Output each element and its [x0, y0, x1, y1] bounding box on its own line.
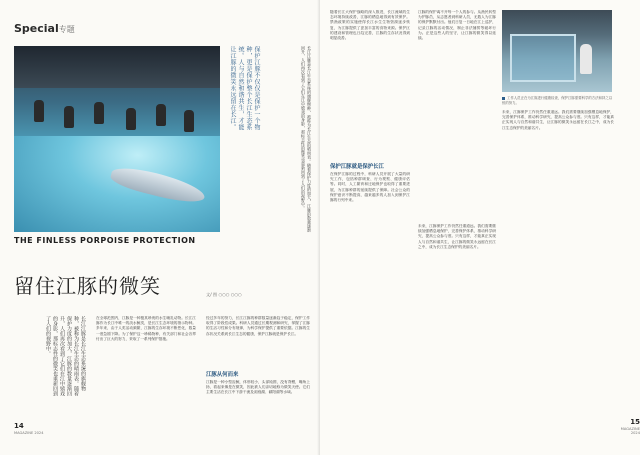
- right-column-3: 未来，江豚保护工作仍然任重道远。我们需要继续加强栖息地保护，完善保护体系，推动科学研究，提高公众参与度。只有这样，才能真正实现人与自然和谐共生，让江豚的微笑永远留在长江之中，成为长江生态保护的美丽名片。: [502, 110, 614, 130]
- pull-quote: 保护江豚不仅仅是保护一个物种，更是保护整个长江生态系统。人与自然和谐共生，才能让江豚的微笑永远留在长江。: [229, 46, 260, 131]
- photo-wall: [14, 46, 220, 88]
- photo-person: [94, 102, 104, 124]
- right-page-magazine: MAGAZINE 2024: [620, 427, 640, 435]
- intro-vertical: 长江江豚是长江生态系统的旗舰物种，被称为长江生态的晴雨表。随着保护力度的加大，江豚的数量逐渐回升，人们再次看到了它们在江中嬉戏的身影，那标志性的微笑也重新回到了人们的视野中。: [45, 316, 86, 396]
- photo-person: [34, 100, 44, 122]
- chinese-title: 留住江豚的微笑: [14, 274, 161, 298]
- inset-caption-text: 工作人员正在为江豚进行健康检查，保护江豚需要科学的方法和持之以恒的努力。: [502, 96, 613, 105]
- left-column-3: 经过多年的努力，长江江豚的种群数量逐渐趋于稳定，保护工作取得了阶段性成果。科研人员通过长期观测和研究，掌握了江豚的生活习性和分布规律，为科学保护提供了重要依据。江豚的生存状况关系到长江生态的健康，保护江豚就是保护长江。: [206, 316, 310, 336]
- section-label-text: Special: [14, 22, 59, 35]
- section-label: [14, 22, 75, 35]
- left-column-2: 在全球范围内，江豚是一种极其珍贵的水生哺乳动物。长江江豚作为长江中唯一的淡水鲸类，是长江生态环境的指示物种。多年来，由于人类活动频繁，江豚的生存环境不断恶化，数量一度急剧下降。为了保护这一珍稀物种，有关部门和社会各界付出了巨大的努力，采取了一系列保护措施。: [96, 316, 196, 341]
- byline: 文/ 图 ○○○ ○○○: [206, 292, 242, 297]
- inset-photo-tank: [502, 10, 612, 92]
- left-subhead: 江豚从何而来: [206, 372, 239, 378]
- section-sub: 专题: [58, 25, 75, 34]
- right-subhead-1: 保护江豚就是保护长江: [330, 164, 384, 170]
- inset-caption: [502, 96, 614, 105]
- photo-person: [64, 106, 74, 128]
- left-page-number: [14, 422, 44, 435]
- tank-shape: [510, 34, 576, 82]
- english-title: THE FINLESS PORPOISE PROTECTION: [14, 236, 196, 245]
- worker-figure: [580, 44, 592, 74]
- right-column-1: 随着长江大保护战略的深入推进，长江流域的生态环境持续改善，江豚的栖息地得到有效保护。禁渔政策的实施使得长江水生生物资源逐步恢复，为江豚提供了更加丰富的食物来源。保护区的建设和管理也日趋完善，江豚的生存状况得到明显改善。: [330, 10, 410, 41]
- photo-person: [156, 104, 166, 126]
- intro-vertical-right: 长江江豚是长江生态系统的旗舰物种，被称为长江生态的晴雨表。随着保护力度的加大，江豚的数量逐渐回升，人们再次看到了它们在江中嬉戏的身影，那标志性的微笑也重新回到了人们的视野中。: [301, 46, 312, 232]
- right-page-number-value: 15: [630, 418, 640, 426]
- right-page-number: [614, 418, 640, 435]
- right-column-1b: 在保护江豚的过程中，科研人员开展了大量的研究工作，包括种群调查、行为观察、健康评估等。同时，人工繁育和迁地保护也取得了重要进展，为江豚种群的延续提供了保障。社会公众的保护意识不断提高，越来越多的人加入到保护江豚的行列中来。: [330, 172, 410, 203]
- right-column-2: 江豚的保护离不开每一个人的参与。从渔民转型为护豚员，从志愿者到科研人员，无数人为江豚的保护默默付出。他们日复一日地在江上巡护，记录江豚的活动情况，制止非法捕捞等破坏行为。正是这些人的坚守，让江豚的微笑得以延续。: [418, 10, 496, 41]
- right-column-2b: 未来，江豚保护工作仍然任重道远。我们需要继续加强栖息地保护，完善保护体系，推动科学研究，提高公众参与度。只有这样，才能真正实现人与自然和谐共生，让江豚的微笑永远留在长江之中，成为长江生态保护的美丽名片。: [418, 224, 496, 249]
- porpoise-pool-photo: [14, 46, 220, 232]
- left-column-3b: 江豚是一种小型齿鲸，体形较小，头部钝圆，没有背鳍，嘴角上扬，看起来像是在微笑，因此被人们亲切地称为微笑天使。它们主要生活在长江中下游干流及洞庭湖、鄱阳湖等水域。: [206, 380, 310, 395]
- photo-person: [184, 110, 194, 132]
- photo-person: [126, 108, 136, 130]
- left-page-magazine: MAGAZINE 2024: [14, 431, 44, 435]
- left-page-number-value: 14: [14, 422, 24, 430]
- caption-marker-icon: [502, 97, 505, 100]
